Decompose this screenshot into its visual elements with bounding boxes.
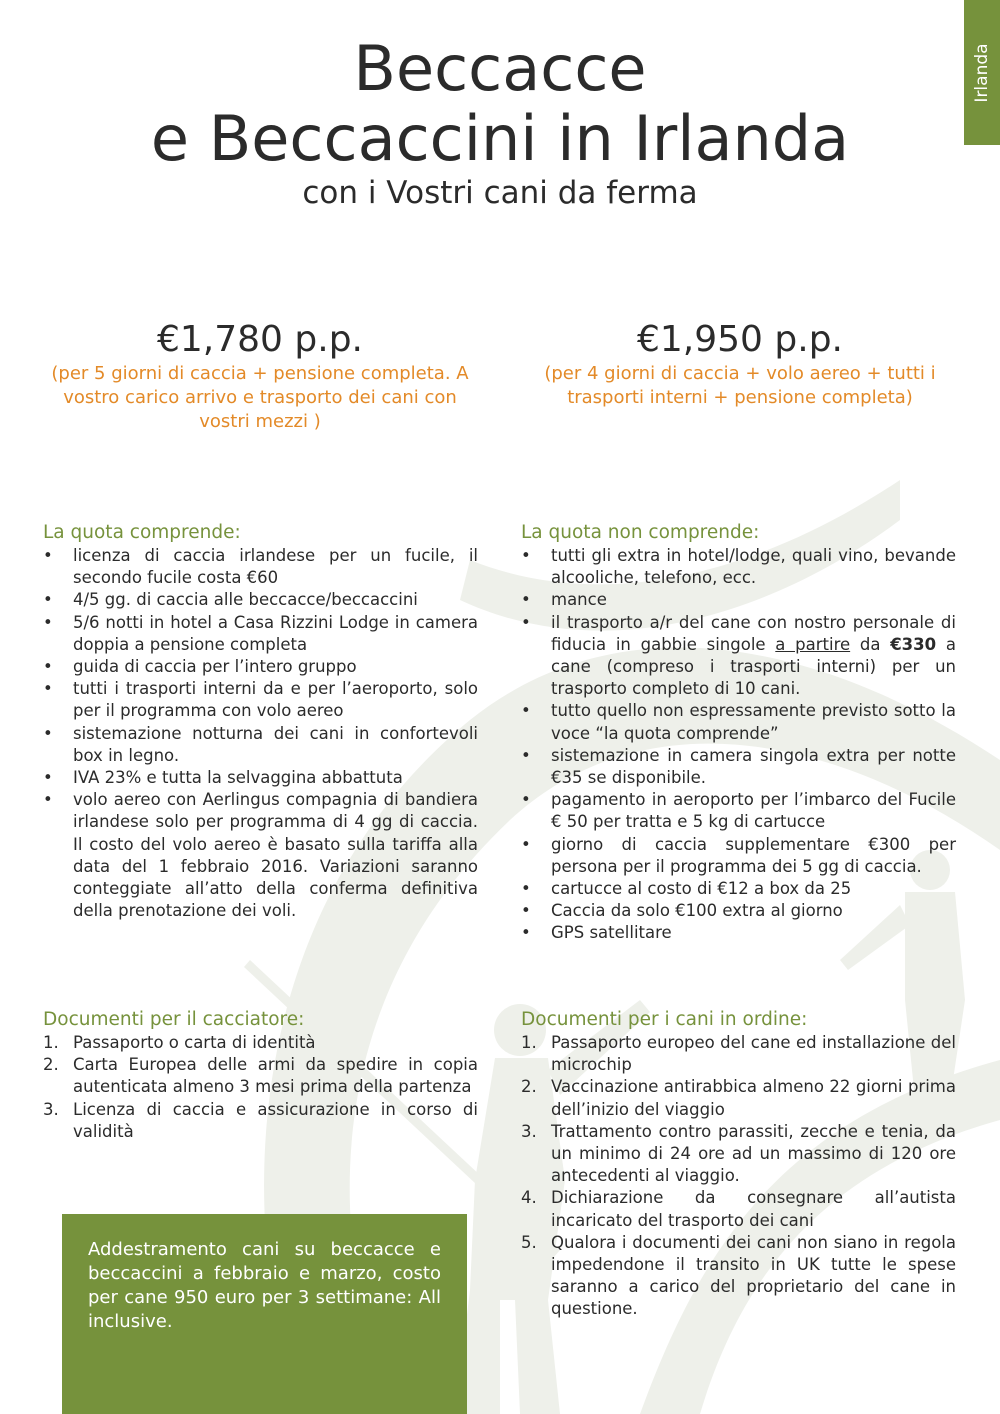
bullet: • [43, 768, 53, 788]
price-block-5-days [40, 318, 480, 434]
dog-documents-list [521, 1032, 956, 1321]
list-item: • IVA 23% e tutta la selvaggina abbattuta [43, 767, 478, 789]
side-tab-label: Irlanda [972, 42, 992, 103]
included-heading: La quota comprende: [43, 522, 241, 543]
bullet: • [43, 590, 53, 610]
list-item: 2. Vaccinazione antirabbica almeno 22 giorni prima dell’inizio del viaggio [521, 1077, 956, 1119]
list-item: 5. Qualora i documenti dei cani non siano in regola impedendone il transito in UK tutte le spese saranno a carico del proprietario del cane in questione. [521, 1232, 956, 1319]
dog-documents-section [521, 1008, 956, 1321]
not-included-heading: La quota non comprende: [521, 522, 760, 543]
list-item: • Caccia da solo €100 extra al giorno [521, 900, 956, 922]
list-item: • tutti gli extra in hotel/lodge, quali vino, bevande alcooliche, telefono, ecc. [521, 546, 956, 588]
price-note: (per 5 giorni di caccia + pensione completa. A vostro carico arrivo e trasporto dei cani con vostri mezzi ) [51, 363, 469, 432]
not-included-section [521, 521, 956, 945]
not-included-list [521, 545, 956, 945]
included-section [43, 521, 478, 922]
bullet: • [521, 701, 531, 721]
price-amount: €1,950 p.p. [637, 319, 843, 360]
list-item: • giorno di caccia supplementare €300 per persona per il programma dei 5 gg di caccia. [521, 834, 956, 876]
title-line-1: Beccacce [353, 32, 647, 105]
item-number: 3. [521, 1121, 537, 1141]
bullet: • [521, 612, 531, 632]
hunter-documents-list [43, 1032, 478, 1143]
bullet: • [521, 590, 531, 610]
list-item: 4. Dichiarazione da consegnare all’autista incaricato del trasporto dei cani [521, 1188, 956, 1230]
list-item: • licenza di caccia irlandese per un fucile, il secondo fucile costa €60 [43, 546, 478, 588]
price-amount: €1,780 p.p. [157, 319, 363, 360]
bullet: • [43, 679, 53, 699]
bullet: • [521, 901, 531, 921]
item-number: 2. [43, 1055, 59, 1075]
list-item: • sistemazione notturna dei cani in confortevoli box in legno. [43, 723, 478, 765]
bullet: • [521, 790, 531, 810]
list-item: 1. Passaporto europeo del cane ed installazione del microchip [521, 1033, 956, 1075]
price-highlight: €330 [890, 634, 937, 654]
training-offer-box [62, 1214, 467, 1414]
list-item: • sistemazione in camera singola extra per notte €35 se disponibile. [521, 745, 956, 788]
list-item: • GPS satellitare [521, 922, 956, 944]
bullet: • [43, 612, 53, 632]
item-number: 4. [521, 1188, 537, 1208]
item-number: 1. [521, 1033, 537, 1052]
bullet: • [521, 879, 531, 899]
dog-documents-heading: Documenti per i cani in ordine: [521, 1009, 808, 1030]
list-item: • guida di caccia per l’intero gruppo [43, 656, 478, 678]
title-line-2: e Beccaccini in Irlanda [150, 102, 850, 175]
list-item: 3. Licenza di caccia e assicurazione in corso di validità [43, 1099, 478, 1141]
page-subtitle: con i Vostri cani da ferma [302, 175, 698, 211]
item-number: 5. [521, 1232, 537, 1252]
included-list [43, 545, 478, 922]
hunter-documents-heading: Documenti per il cacciatore: [43, 1009, 305, 1030]
list-item: 3. Trattamento contro parassiti, zecche e tenia, da un minimo di 24 ore ad un massimo di 120 ore antecedenti al viaggio. [521, 1121, 956, 1186]
item-number: 2. [521, 1077, 537, 1097]
list-item: • tutto quello non espressamente previsto sotto la voce “la quota comprende” [521, 701, 956, 743]
hunter-documents-section [43, 1008, 478, 1143]
price-note: (per 4 giorni di caccia + volo aereo + tutti i trasporti interni + pensione completa) [544, 363, 936, 408]
training-offer-text: Addestramento cani su beccacce e beccaccini a febbraio e marzo, costo per cane 950 euro per 3 settimane: All inclusive. [88, 1239, 441, 1332]
bullet: • [521, 834, 531, 854]
list-item: • 4/5 gg. di caccia alle beccacce/beccaccini [43, 589, 478, 611]
list-item: 1. Passaporto o carta di identità [43, 1032, 478, 1054]
page-title [0, 34, 1000, 214]
bullet: • [43, 723, 53, 743]
item-number: 3. [43, 1099, 59, 1119]
list-item: • 5/6 notti in hotel a Casa Rizzini Lodge in camera doppia a pensione completa [43, 612, 478, 654]
list-item: • volo aereo con Aerlingus compagnia di bandiera irlandese solo per programma di 4 gg di caccia. Il costo del volo aereo è basato sulla tariffa alla data del 1 febbraio 2016. Variazioni saranno conteggiate all’atto della conferma definitiva della prenotazione dei voli. [43, 790, 478, 921]
bullet: • [43, 790, 53, 810]
list-item: • il trasporto a/r del cane con nostro personale di fiducia in gabbie singole a partire da €330 a cane (compreso i trasporti interni) per un trasporto completo di 10 cani. [521, 612, 956, 699]
list-item: 2. Carta Europea delle armi da spedire in copia autenticata almeno 3 mesi prima della partenza [43, 1055, 478, 1097]
bullet: • [43, 657, 53, 677]
price-block-4-days [530, 318, 950, 410]
bullet: • [521, 546, 531, 565]
bullet: • [43, 546, 53, 565]
list-item: • cartucce al costo di €12 a box da 25 [521, 878, 956, 900]
bullet: • [521, 923, 531, 943]
underlined-text: a partire [775, 634, 851, 654]
item-number: 1. [43, 1033, 59, 1052]
list-item: • mance [521, 589, 956, 611]
list-item: • tutti i trasporti interni da e per l’aeroporto, solo per il programma con volo aereo [43, 679, 478, 721]
bullet: • [521, 745, 531, 765]
list-item: • pagamento in aeroporto per l’imbarco del Fucile € 50 per tratta e 5 kg di cartucce [521, 790, 956, 832]
